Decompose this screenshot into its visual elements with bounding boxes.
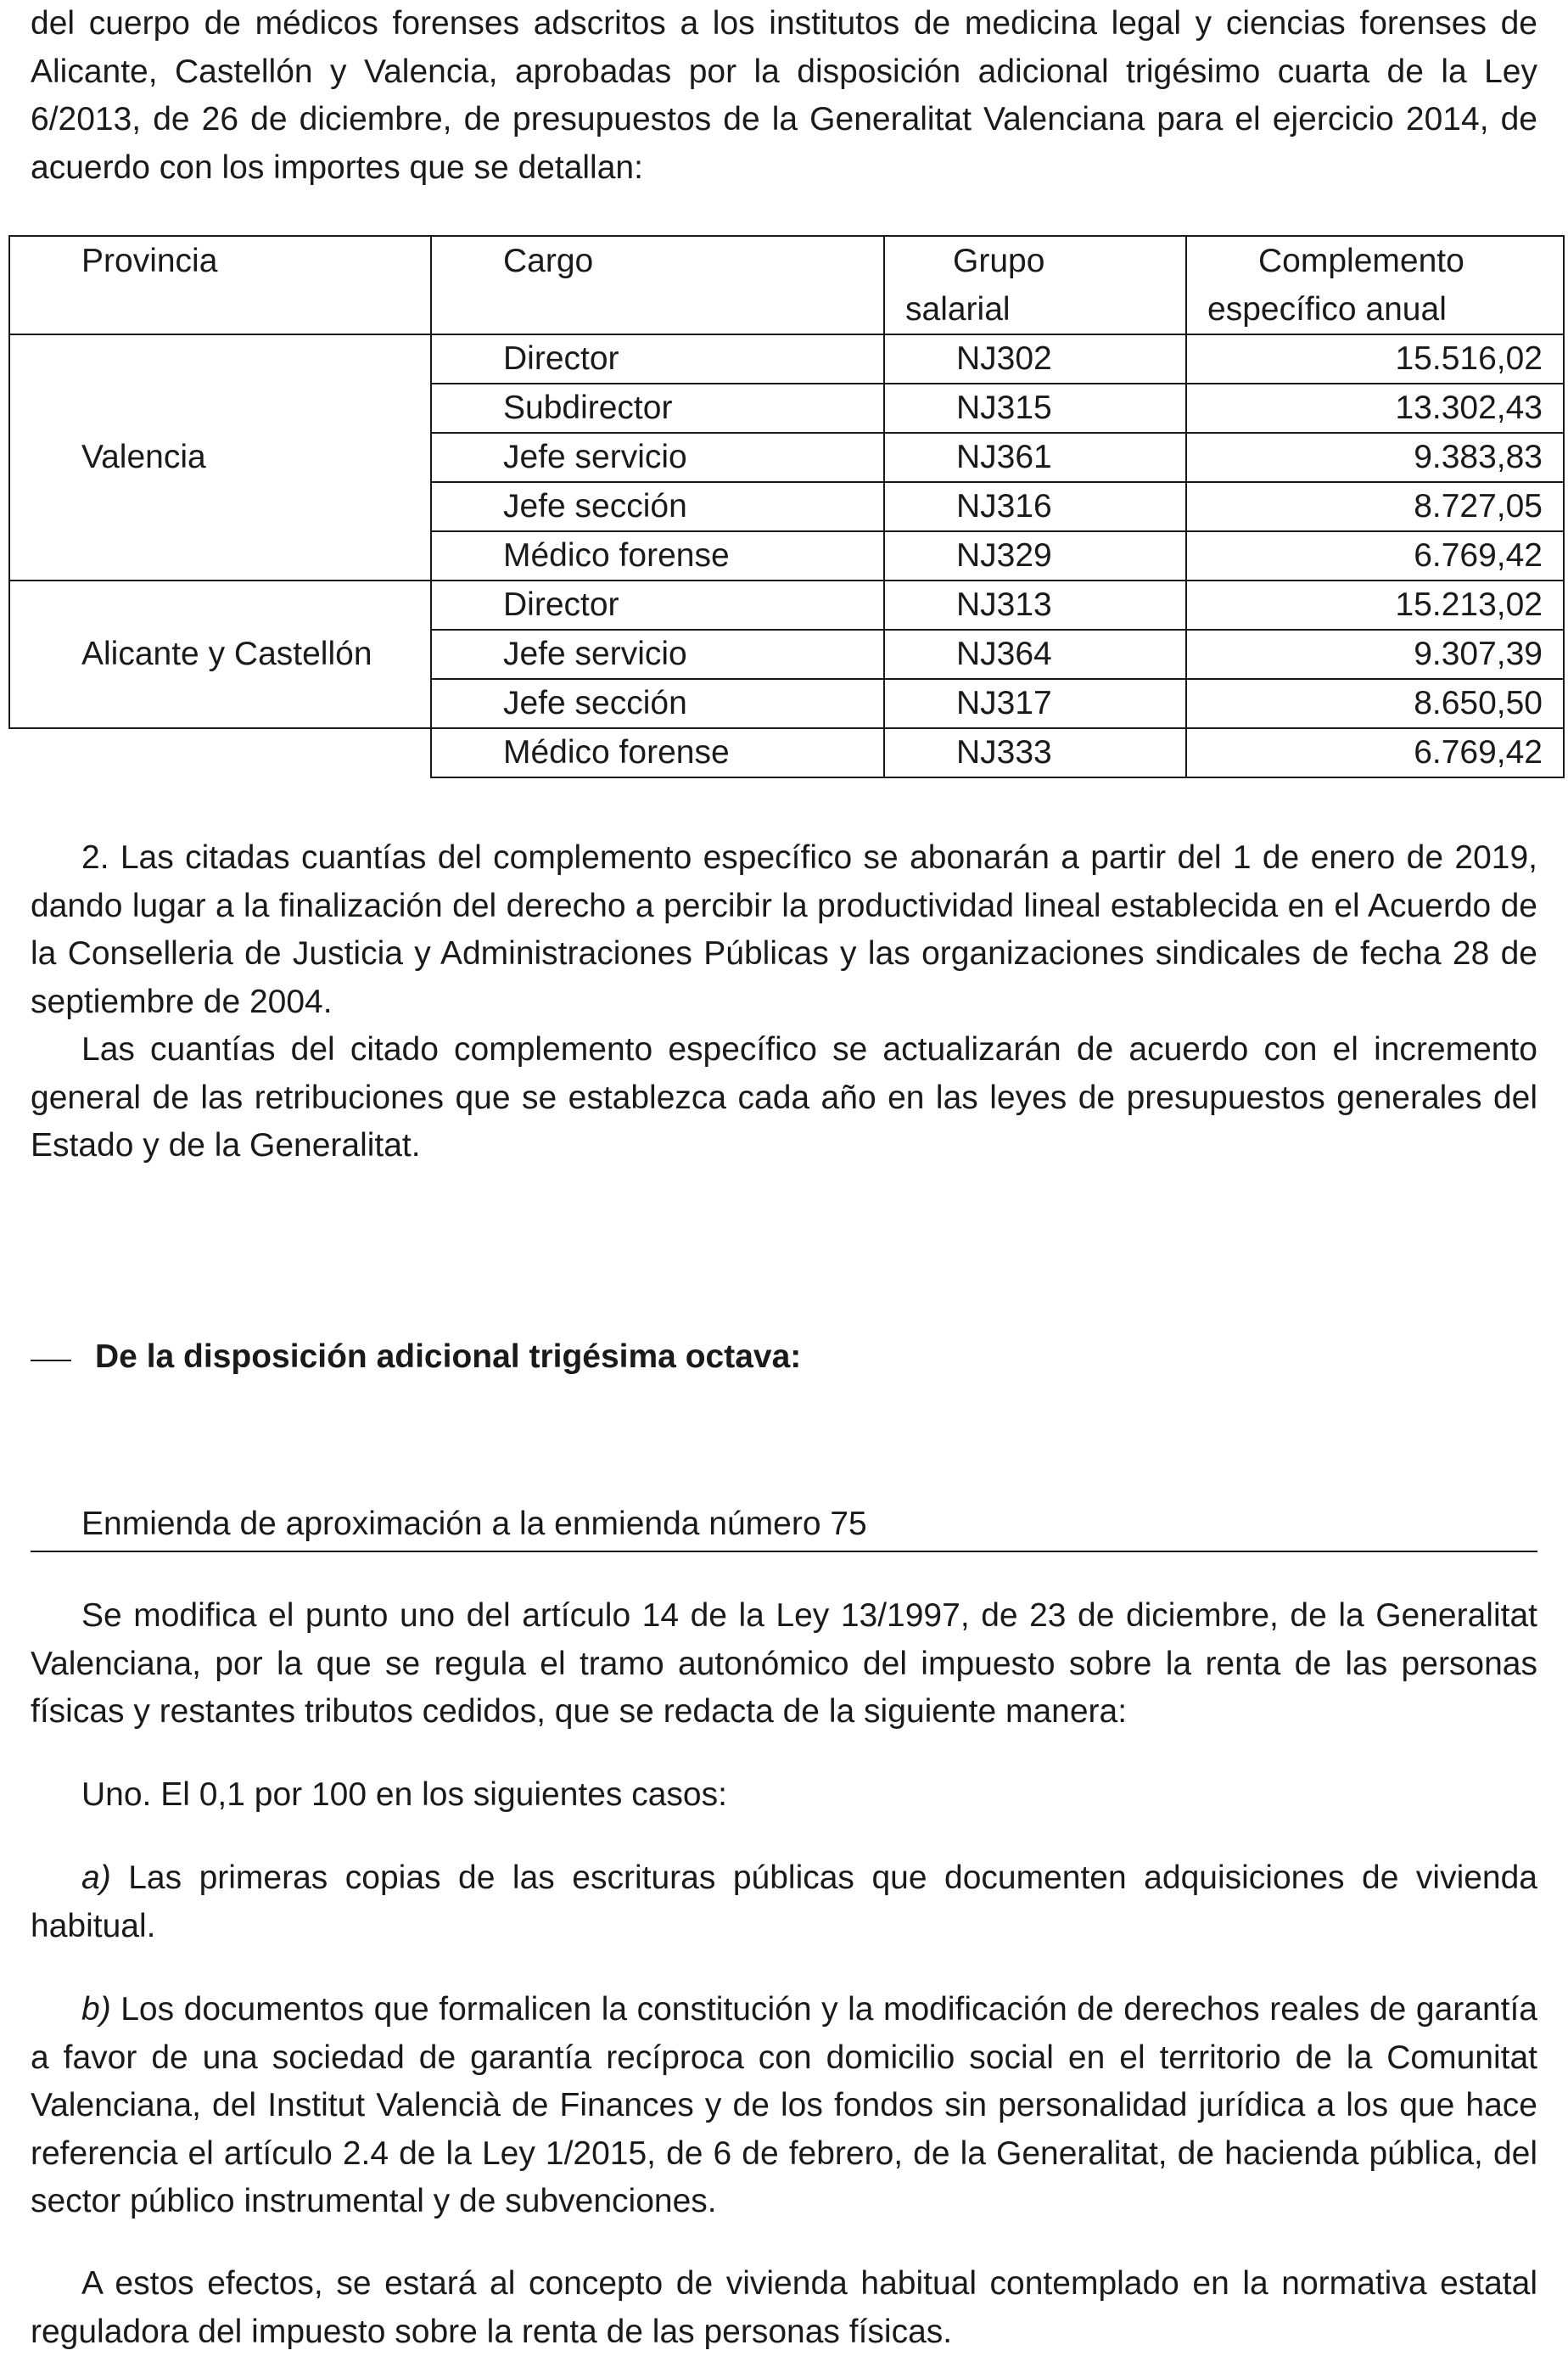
cargo-cell: Director <box>431 581 884 630</box>
item-a-label: a) <box>81 1860 111 1896</box>
cargo-cell: Jefe servicio <box>431 630 884 679</box>
cargo-cell: Jefe sección <box>431 482 884 531</box>
paragraph-3: Las cuantías del citado complemento específico se actualizarán de acuerdo con el incremento general de las retribuciones que se establezca cada año en las leyes de presupuestos generales del Estado y de la Generalitat. <box>31 1031 1537 1164</box>
header-grupo <box>884 236 1186 334</box>
table-row <box>9 728 1564 777</box>
header-provincia: Provincia <box>9 236 431 334</box>
importe-cell: 8.727,05 <box>1186 482 1564 531</box>
grupo-cell: NJ316 <box>884 482 1186 531</box>
cargo-cell: Médico forense <box>431 728 884 777</box>
grupo-cell: NJ364 <box>884 630 1186 679</box>
cargo-cell: Jefe servicio <box>431 433 884 482</box>
grupo-cell: NJ329 <box>884 531 1186 581</box>
grupo-cell: NJ361 <box>884 433 1186 482</box>
intro-paragraph: del cuerpo de médicos forenses adscritos a los institutos de medicina legal y ciencias forenses de Alicante, Castellón y Valencia, aprobadas por la disposición adicional trigésimo cuarta de la Ley 6/2013, de 26 de diciembre, de presupuestos de la Generalitat Valenciana para el ejercicio 2014, de acuerdo con los importes que se detallan: <box>31 5 1537 186</box>
cargo-cell: Jefe sección <box>431 679 884 728</box>
grupo-cell: NJ315 <box>884 384 1186 433</box>
item-a-text: Las primeras copias de las escrituras públicas que documenten adquisiciones de vivienda habitual. <box>31 1860 1537 1944</box>
item-b-label: b) <box>81 1991 111 2028</box>
uno-paragraph: Uno. El 0,1 por 100 en los siguientes casos: <box>81 1776 727 1813</box>
em-dash-marker <box>31 1360 71 1361</box>
item-b-text: Los documentos que formalicen la constitución y la modificación de derechos reales de garantía a favor de una sociedad de garantía recíproca con domicilio social en el territorio de la Comunitat Valenciana, del Institut Valencià de Finances y de los fondos sin personalidad jurídica a los que hace referencia el artículo 2.4 de la Ley 1/2015, de 6 de febrero, de la Generalitat, de hacienda pública, del sector público instrumental y de subvenciones. <box>31 1991 1537 2219</box>
paragraph-4: Se modifica el punto uno del artículo 14 de la Ley 13/1997, de 23 de diciembre, de la Generalitat Valenciana, por la que se regula el tramo autonómico del impuesto sobre la renta de las personas físicas y restantes tributos cedidos, que se redacta de la siguiente manera: <box>31 1597 1537 1730</box>
table-row <box>9 334 1564 384</box>
section-heading: De la disposición adicional trigésima octava: <box>95 1338 802 1375</box>
header-complemento <box>1186 236 1564 334</box>
importe-cell: 6.769,42 <box>1186 728 1564 777</box>
grupo-cell: NJ313 <box>884 581 1186 630</box>
final-paragraph: A estos efectos, se estará al concepto de vivienda habitual contemplado en la normativa estatal reguladora del impuesto sobre la renta de las personas físicas. <box>31 2265 1537 2350</box>
header-complemento-line2: específico anual <box>1207 291 1447 328</box>
grupo-cell: NJ317 <box>884 679 1186 728</box>
importe-cell: 9.307,39 <box>1186 630 1564 679</box>
provincia-cell: Valencia <box>9 334 431 581</box>
header-grupo-line1: Grupo <box>953 243 1045 279</box>
item-b-paragraph <box>31 1986 1537 2226</box>
cargo-cell: Subdirector <box>431 384 884 433</box>
header-complemento-line1: Complemento <box>1258 243 1464 279</box>
importe-cell: 15.516,02 <box>1186 334 1564 384</box>
table-header-row <box>9 236 1564 334</box>
horizontal-divider <box>31 1551 1537 1552</box>
importe-cell: 13.302,43 <box>1186 384 1564 433</box>
enmienda-title: Enmienda de aproximación a la enmienda número 75 <box>81 1506 867 1542</box>
cargo-cell: Director <box>431 334 884 384</box>
header-cargo: Cargo <box>431 236 884 334</box>
header-grupo-line2: salarial <box>905 291 1011 328</box>
cargo-cell: Médico forense <box>431 531 884 581</box>
item-a-paragraph <box>31 1854 1537 1950</box>
importe-cell: 6.769,42 <box>1186 531 1564 581</box>
importe-cell: 9.383,83 <box>1186 433 1564 482</box>
empty-cell <box>9 728 431 777</box>
provincia-cell: Alicante y Castellón <box>9 581 431 728</box>
grupo-cell: NJ302 <box>884 334 1186 384</box>
importe-cell: 8.650,50 <box>1186 679 1564 728</box>
complemento-table <box>8 235 1565 778</box>
table-row <box>9 581 1564 630</box>
grupo-cell: NJ333 <box>884 728 1186 777</box>
importe-cell: 15.213,02 <box>1186 581 1564 630</box>
paragraph-2: 2. Las citadas cuantías del complemento específico se abonarán a partir del 1 de enero de 2019, dando lugar a la finalización del derecho a percibir la productividad lineal establecida en el Acuerdo de la Conselleria de Justicia y Administraciones Públicas y las organizaciones sindicales de fecha 28 de septiembre de 2004. <box>31 839 1537 1020</box>
